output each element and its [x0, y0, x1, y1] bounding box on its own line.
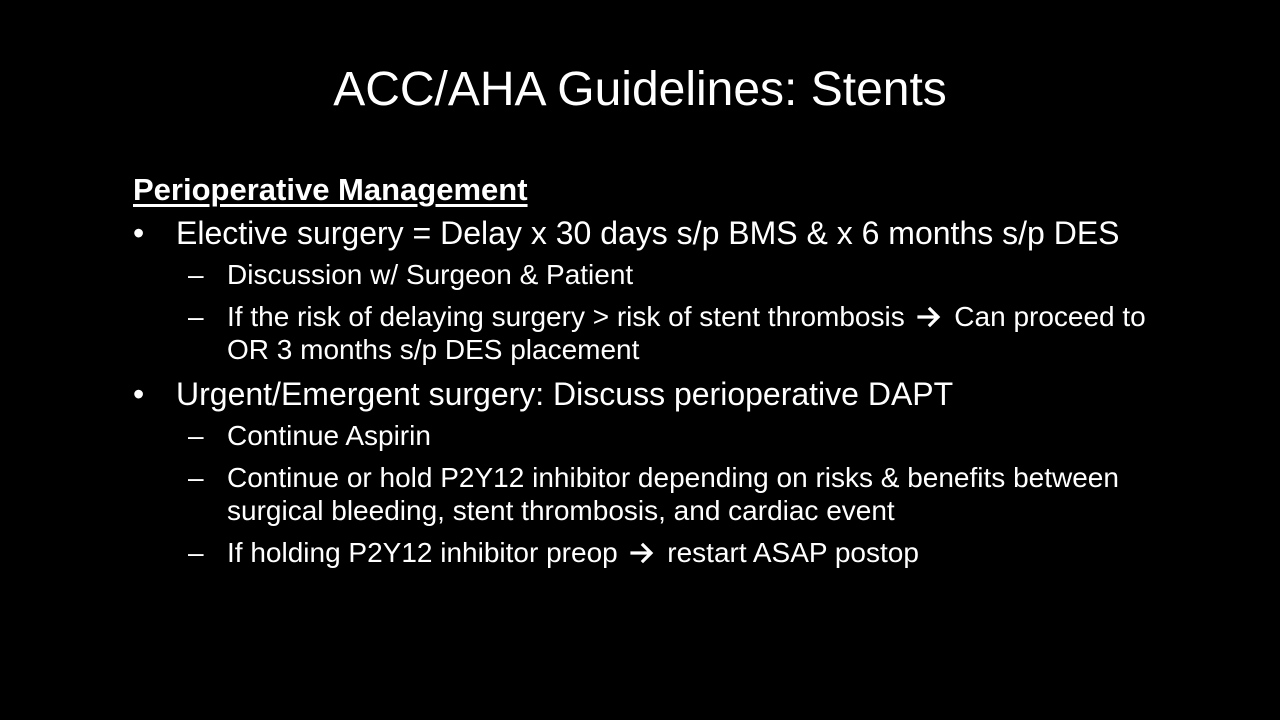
dash-marker: –	[188, 301, 204, 332]
sub-bullet-item	[133, 419, 1153, 452]
slide-content	[133, 170, 1153, 578]
sub-bullet-text-before-arrow: If the risk of delaying surgery > risk of stent thrombosis	[227, 301, 905, 332]
bullet-marker: •	[133, 215, 145, 251]
sub-bullet-text-after-arrow: restart ASAP postop	[667, 537, 919, 568]
bullet-text: Urgent/Emergent surgery: Discuss perioperative DAPT	[176, 376, 954, 412]
bullet-text: Elective surgery = Delay x 30 days s/p BMS & x 6 months s/p DES	[176, 215, 1120, 251]
sub-bullet-item	[133, 536, 1153, 569]
sub-bullet-item	[133, 461, 1153, 527]
section-heading: Perioperative Management	[133, 172, 528, 207]
dash-marker: –	[188, 462, 204, 493]
slide-title: ACC/AHA Guidelines: Stents	[333, 63, 947, 116]
dash-marker: –	[188, 259, 204, 290]
bullet-marker: •	[133, 376, 145, 412]
bullet-item	[133, 214, 1153, 252]
sub-bullet-text: Discussion w/ Surgeon & Patient	[227, 259, 634, 290]
sub-bullet-item	[133, 300, 1153, 366]
right-arrow-icon	[630, 541, 656, 565]
sub-bullet-text: Continue Aspirin	[227, 420, 431, 451]
sub-bullet-text-before-arrow: If holding P2Y12 inhibitor preop	[227, 537, 618, 568]
bullet-item	[133, 375, 1153, 413]
sub-bullet-item	[133, 258, 1153, 291]
sub-bullet-text: Continue or hold P2Y12 inhibitor depending on risks & benefits between surgical bleeding, stent thrombosis, and cardiac event	[227, 462, 1119, 526]
dash-marker: –	[188, 537, 204, 568]
right-arrow-icon	[917, 305, 943, 329]
sub-bullet-text-after-arrow: Can proceed to OR 3 months s/p DES placement	[227, 301, 1146, 365]
dash-marker: –	[188, 420, 204, 451]
